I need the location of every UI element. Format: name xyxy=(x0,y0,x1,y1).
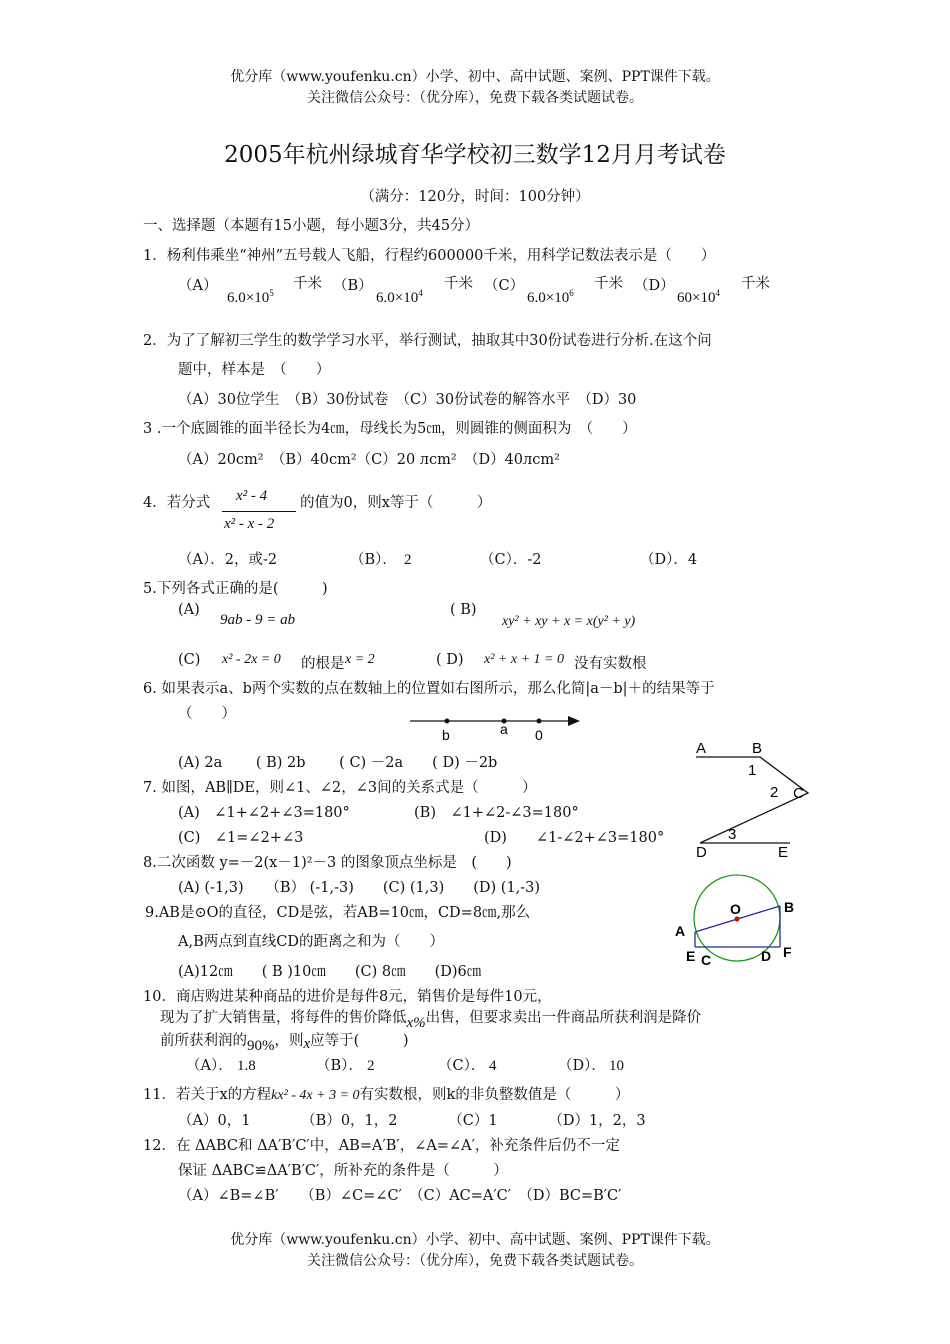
question-3-stem: 3 .一个底圆锥的面半径长为4㎝，母线长为5㎝，则圆锥的侧面积为 （ ） xyxy=(143,421,637,437)
question-10-option-b-label: （B）． xyxy=(316,1058,363,1074)
option-label: （D） xyxy=(634,278,675,294)
label-F: F xyxy=(783,944,792,960)
label-a: a xyxy=(500,721,508,737)
point-zero xyxy=(537,719,542,724)
center-point xyxy=(734,916,739,921)
question-4-stem-pre: 4．若分式 xyxy=(143,495,211,511)
question-5-option-b: xy² + xy + x = x(y² + y) xyxy=(502,614,636,629)
text: 11．若关于x的方程 xyxy=(143,1087,272,1103)
point-b xyxy=(445,719,450,724)
parallel-lines-figure xyxy=(690,735,810,863)
fraction-denominator: x² - x - 2 xyxy=(224,516,275,532)
question-9-stem-cont: A,B两点到直线CD的距离之和为（ ） xyxy=(178,934,444,950)
number-line-arrow xyxy=(568,716,580,726)
question-8-stem: 8.二次函数 y=－2(x－1)²－3 的图象顶点坐标是 ( ) xyxy=(143,855,512,871)
question-1-stem: 1．杨利伟乘坐“神州”五号载人飞船，行程约600000千米，用科学记数法表示是（ ） xyxy=(143,248,716,264)
question-7-stem: 7. 如图，AB∥DE，则∠1、∠2，∠3间的关系式是（ ） xyxy=(143,780,537,796)
question-10-option-b-value: 2 xyxy=(367,1058,375,1074)
question-3-options: （A）20cm² （B）40cm²（C）20 лcm² （D）40лcm² xyxy=(178,452,560,468)
question-5-option-c-root: x = 2 xyxy=(345,652,375,667)
text: 前所获利润的 xyxy=(160,1033,247,1049)
text: 有实数根，则k的非负整数值是（ ） xyxy=(359,1087,630,1103)
option-math: $6.0\times 10^6$ xyxy=(527,288,574,306)
angle-1-label: 1 xyxy=(748,762,757,779)
circle-figure xyxy=(670,870,805,970)
unit: 千米 xyxy=(741,276,770,292)
question-7-option-c: (C) ∠1=∠2+∠3 xyxy=(178,830,304,846)
unit: 千米 xyxy=(293,276,322,292)
question-10-option-a-label: （A）． xyxy=(186,1058,233,1074)
question-11-stem xyxy=(143,1083,629,1104)
question-7-option-d: (D) ∠1-∠2+∠3=180° xyxy=(484,830,665,846)
unit: 千米 xyxy=(444,276,473,292)
unit: 千米 xyxy=(594,276,623,292)
page-title: 2005年杭州绿城育华学校初三数学12月月考试卷 xyxy=(224,142,726,168)
question-10-stem-line-3 xyxy=(160,1029,409,1054)
question-10-stem-line-2 xyxy=(160,1006,702,1031)
question-5-option-c-text: 的根是 xyxy=(301,656,345,672)
question-12-stem: 12．在 ΔABC和 ΔA′B′C′中，AB=A′B′，∠A=∠A′，补充条件后仍不一定 xyxy=(143,1138,620,1154)
question-10-option-c-value: 4 xyxy=(489,1058,497,1074)
text: ，则 xyxy=(274,1033,304,1049)
question-2-stem-cont: 题中，样本是 （ ） xyxy=(178,362,331,378)
option-label: (A) xyxy=(178,602,200,618)
footer-line-2: 关注微信公众号：（优分库），免费下载各类试题试卷。 xyxy=(307,1253,643,1269)
label-B: B xyxy=(752,740,763,757)
label-A: A xyxy=(696,740,707,757)
option-math: $60\times 10^4$ xyxy=(677,288,720,306)
math-equation: kx² - 4x + 3 = 0 xyxy=(271,1088,360,1103)
option-label: （A） xyxy=(178,278,218,294)
label-b: b xyxy=(442,727,450,743)
question-4-option-c: （C）．-2 xyxy=(480,552,542,568)
header-line-1: 优分库（www.youfenku.cn）小学、初中、高中试题、案例、PPT课件下载。 xyxy=(230,69,720,85)
label-E: E xyxy=(686,948,696,964)
question-4-stem-post: 的值为0，则x等于（ ） xyxy=(300,495,492,511)
label-C: C xyxy=(793,785,804,802)
label-A: A xyxy=(675,923,686,939)
text: 出售，但要求卖出一件商品所获利润是降价 xyxy=(425,1010,702,1026)
angle-2-label: 2 xyxy=(770,784,779,801)
question-7-option-b: (B) ∠1+∠2-∠3=180° xyxy=(414,805,579,821)
header-line-2: 关注微信公众号：（优分库），免费下载各类试题试卷。 xyxy=(307,90,643,106)
question-4-option-d: （D）．4 xyxy=(640,552,698,568)
question-4-option-b-value: 2 xyxy=(404,552,412,568)
label-D: D xyxy=(696,844,707,861)
question-9-options: (A)12㎝ ( B )10㎝ (C) 8㎝ (D)6㎝ xyxy=(178,964,482,980)
option-label: （C） xyxy=(484,278,525,294)
question-5-option-d-math: x² + x + 1 = 0 xyxy=(484,652,564,667)
question-6-stem: 6. 如果表示a、b两个实数的点在数轴上的位置如右图所示，那么化简|a－b|＋的结果等于 xyxy=(143,681,715,697)
question-10-option-c-label: （C）． xyxy=(438,1058,486,1074)
question-12-options: （A）∠B=∠B′ （B）∠C=∠C′ （C）AC=A′C′ （D）BC=B′C′ xyxy=(178,1188,622,1204)
question-5-option-a: 9ab - 9 = ab xyxy=(220,612,296,628)
option-math: $6.0\times 10^5$ xyxy=(227,288,274,306)
label-E: E xyxy=(778,844,789,861)
question-2-options: （A）30位学生 （B）30份试卷 （C）30份试卷的解答水平 （D）30 xyxy=(178,392,637,408)
fraction-numerator: x² - 4 xyxy=(236,488,268,504)
question-10-option-a-value: 1.8 xyxy=(237,1058,256,1074)
label-C: C xyxy=(701,952,712,968)
text: 应等于( ) xyxy=(310,1033,409,1049)
number-line-figure xyxy=(405,710,585,745)
option-label: ( D) xyxy=(436,652,464,668)
label-zero: 0 xyxy=(535,727,543,743)
math-x-percent: x% xyxy=(406,1015,426,1031)
question-10-option-d-value: 10 xyxy=(609,1058,624,1074)
question-5-option-d-text: 没有实数根 xyxy=(574,656,647,672)
question-7-option-a: (A) ∠1+∠2+∠3=180° xyxy=(178,805,350,821)
question-10-stem: 10．商店购进某种商品的进价是每件8元，销售价是每件10元， xyxy=(143,989,552,1005)
question-9-stem: 9.AB是⊙O的直径，CD是弦，若AB=10㎝，CD=8㎝,那么 xyxy=(145,905,531,921)
question-2-stem: 2．为了了解初三学生的数学学习水平，举行测试，抽取其中30份试卷进行分析.在这个问 xyxy=(143,333,712,349)
option-label: (C) xyxy=(178,652,201,668)
label-B: B xyxy=(784,899,795,915)
option-math: $6.0\times 10^4$ xyxy=(376,288,423,306)
label-D: D xyxy=(761,948,772,964)
question-11-options: （A）0，1 （B）0，1，2 （C）1 （D）1，2，3 xyxy=(178,1113,646,1129)
math-x: x xyxy=(303,1036,311,1052)
question-4-option-b-label: （B）． xyxy=(350,552,397,568)
label-O: O xyxy=(730,901,741,917)
angle-3-label: 3 xyxy=(728,826,737,843)
text: 现为了扩大销售量，将每件的售价降低 xyxy=(160,1010,407,1026)
question-4-option-a: （A）．2，或-2 xyxy=(178,552,278,568)
section-heading: 一、选择题（本题有15小题，每小题3分，共45分） xyxy=(143,218,480,234)
option-label: （B） xyxy=(333,278,373,294)
option-label: ( B) xyxy=(450,602,477,618)
question-6-options: (A) 2a ( B) 2b ( C) －2a ( D) －2b xyxy=(178,755,498,771)
question-10-option-d-label: （D）． xyxy=(558,1058,606,1074)
footer-line-1: 优分库（www.youfenku.cn）小学、初中、高中试题、案例、PPT课件下载。 xyxy=(230,1232,720,1248)
question-12-stem-cont: 保证 ΔABC≌ΔA′B′C′，所补充的条件是（ ） xyxy=(178,1163,508,1179)
exam-subtitle: （满分：120分，时间：100分钟） xyxy=(360,189,590,205)
question-5-stem: 5.下列各式正确的是( ) xyxy=(143,581,328,597)
question-6-stem-cont: （ ） xyxy=(178,706,236,722)
fraction-bar xyxy=(222,511,296,512)
question-8-options: (A) (-1,3) （B） (-1,-3) (C) (1,3) (D) (1,-3) xyxy=(178,880,541,896)
question-5-option-c-math: x² - 2x = 0 xyxy=(222,652,281,667)
math-90-percent: 90% xyxy=(247,1038,275,1054)
